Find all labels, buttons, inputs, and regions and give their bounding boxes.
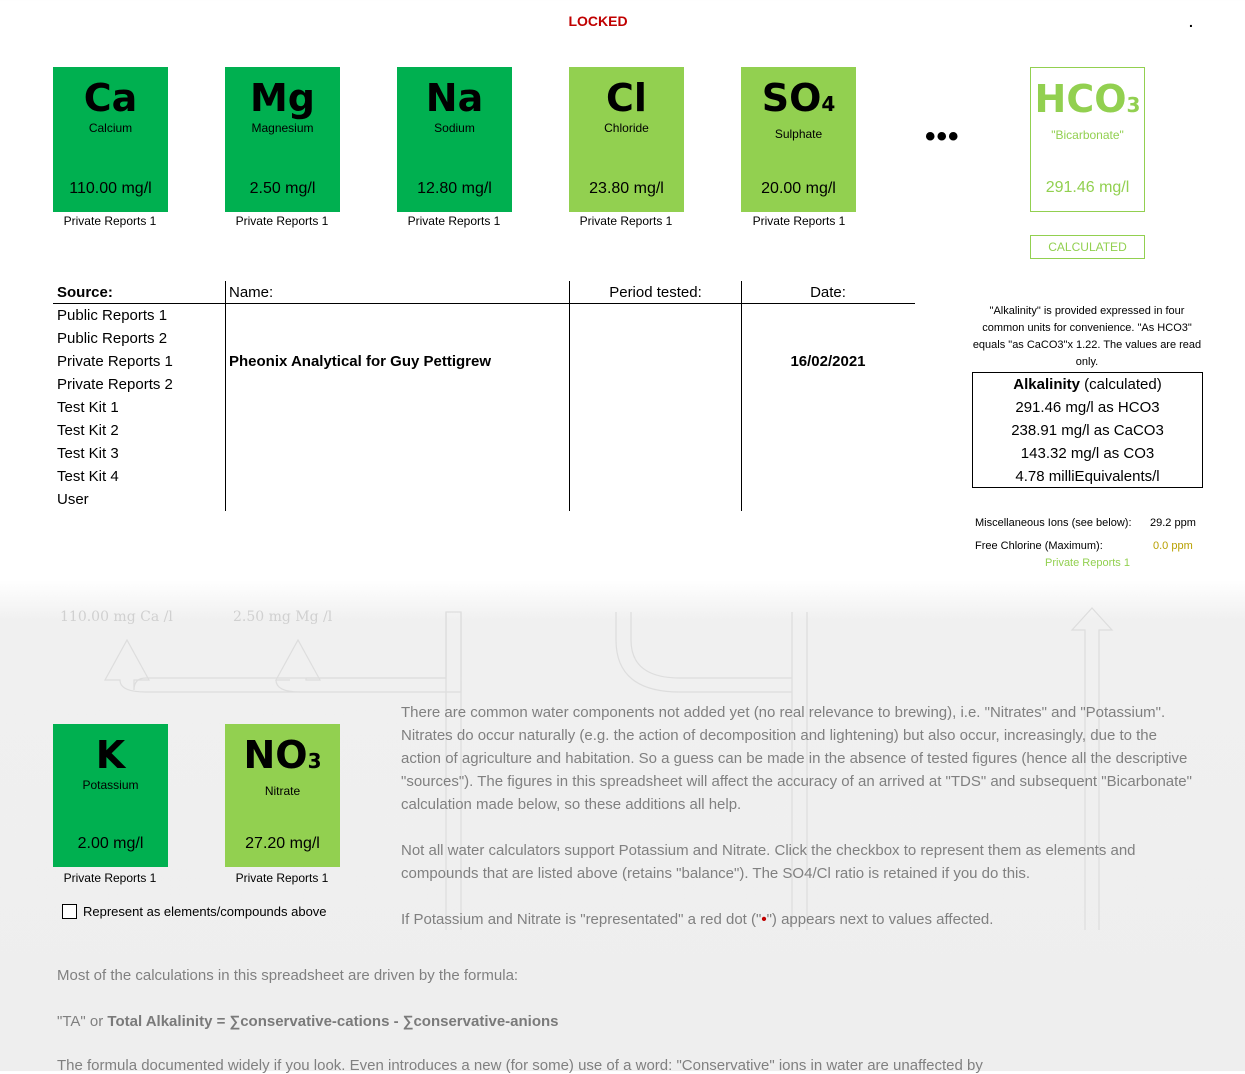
info-paragraph: There are common water components not added yet (no real relevance to brewing), i.e. "Nitrates" and "Potassium". Nitrates do occur naturally (e.g. the action of decomposition and lightening) but also occur, increasingly, due to the action of agriculture and habitation. So a guess can be made in the absence of tested figures (hence all the descriptive "sources"). The figures in this spreadsheet will affect the accuracy of an arrived at "TDS" and subsequent "Bicarbonate" calculation made below, so these additions all help. [401,704,1192,813]
source-row[interactable]: Test Kit 4 [57,468,119,485]
red-dot-icon: • [761,911,767,928]
tile-source: Private Reports 1 [407,214,501,228]
tile-symbol: Mg [249,76,315,120]
header-period: Period tested: [609,284,702,301]
formula-line: "TA" or Total Alkalinity = ∑conservative-cations - ∑conservative-anions [57,1013,559,1030]
header-name: Name: [229,284,274,301]
tile-name: Calcium [88,121,133,135]
tile-symbol: HCO3 [1034,77,1141,121]
more-ellipsis: ••• [925,120,960,153]
source-row[interactable]: Test Kit 3 [57,445,119,462]
info-paragraph: Not all water calculators support Potassium and Nitrate. Click the checkbox to represent them as elements and compounds that are listed above (retains "balance"). The SO4/Cl ratio is retained if you do this. [401,842,1136,882]
formula-description: The formula documented widely if you look. Even introduces a new (for some) use of a word: "Conservative" ions in water are unaffected by [57,1057,983,1074]
red-dot-paragraph: If Potassium and Nitrate is "representated" a red dot ("•") appears next to values affected. [401,911,994,928]
tile-name: Magnesium [251,121,314,135]
tile-name: Potassium [82,778,139,792]
tile-magnesium[interactable] [225,67,340,212]
tile-source: Private Reports 1 [63,214,157,228]
tile-sodium[interactable] [397,67,512,212]
alkalinity-box [972,372,1203,488]
tile-value: 23.80 mg/l [589,180,664,197]
tile-bicarbonate [1030,67,1145,212]
tile-value: 12.80 mg/l [417,180,492,197]
tile-source: Private Reports 1 [235,214,329,228]
source-row[interactable]: Private Reports 1 [57,353,173,370]
tile-nitrate[interactable] [225,724,340,867]
table-divider [741,281,742,511]
alkalinity-title: Alkalinity (calculated) [1013,376,1162,393]
alkalinity-hco3: 291.46 mg/l as HCO3 [1015,399,1160,416]
source-row[interactable]: User [57,491,89,508]
tile-value: 110.00 mg/l [69,180,152,197]
ghost-label-mg: 2.50 mg Mg /l [233,609,333,625]
header-date: Date: [810,284,846,301]
tile-value: 2.50 mg/l [249,180,316,197]
ghost-label-ca: 110.00 mg Ca /l [60,609,173,625]
top-dot: . [1189,14,1193,30]
misc-ions-value: 29.2 ppm [1150,517,1196,529]
header-source: Source: [57,284,113,301]
calculated-button[interactable]: CALCULATED [1030,235,1145,259]
source-row[interactable]: Test Kit 2 [57,422,119,439]
tile-source: Private Reports 1 [752,214,846,228]
represent-checkbox[interactable] [62,904,77,919]
alkalinity-caco3: 238.91 mg/l as CaCO3 [1011,422,1164,439]
source-row[interactable]: Public Reports 2 [57,330,168,347]
tile-calcium[interactable] [53,67,168,212]
tile-symbol: NO3 [243,733,322,777]
selected-date: 16/02/2021 [790,353,866,370]
free-chlorine-source: Private Reports 1 [1045,557,1130,569]
tile-value: 291.46 mg/l [1045,179,1130,196]
table-divider [225,281,226,511]
table-header-line [53,303,915,304]
tile-source: Private Reports 1 [579,214,673,228]
represent-checkbox-label: Represent as elements/compounds above [83,904,327,919]
tile-symbol: Na [425,76,484,120]
tile-chloride[interactable] [569,67,684,212]
tile-sulphate[interactable] [741,67,856,212]
tile-source: Private Reports 1 [235,871,329,885]
alkalinity-meq: 4.78 milliEquivalents/l [1015,468,1160,485]
source-row[interactable]: Public Reports 1 [57,307,168,324]
tile-name: Sodium [434,121,475,135]
tile-source: Private Reports 1 [63,871,157,885]
formula-intro: Most of the calculations in this spreadsheet are driven by the formula: [57,967,519,984]
table-divider [569,281,570,511]
tile-value: 27.20 mg/l [245,835,320,852]
free-chlorine-label: Free Chlorine (Maximum): [975,540,1103,552]
tile-symbol: SO4 [761,76,836,120]
source-row[interactable]: Private Reports 2 [57,376,173,393]
tile-potassium[interactable] [53,724,168,867]
tile-value: 2.00 mg/l [77,835,144,852]
tile-symbol: Ca [83,76,138,120]
locked-status: LOCKED [568,13,628,29]
tile-name: Chloride [604,121,649,135]
source-row[interactable]: Test Kit 1 [57,399,119,416]
alkalinity-co3: 143.32 mg/l as CO3 [1020,445,1155,462]
tile-name: "Bicarbonate" [1051,128,1124,142]
alkalinity-note: "Alkalinity" is provided expressed in four common units for convenience. "As HCO3" equals "as CaCO3"x 1.22. The values are read only. [972,305,1202,368]
tile-name: Sulphate [774,127,823,141]
selected-name: Pheonix Analytical for Guy Pettigrew [229,353,492,370]
tile-symbol: Cl [606,76,647,120]
tile-value: 20.00 mg/l [761,180,836,197]
tile-symbol: K [95,733,126,777]
tile-name: Nitrate [264,784,301,798]
free-chlorine-value: 0.0 ppm [1153,540,1193,552]
misc-ions-label: Miscellaneous Ions (see below): [975,517,1132,529]
